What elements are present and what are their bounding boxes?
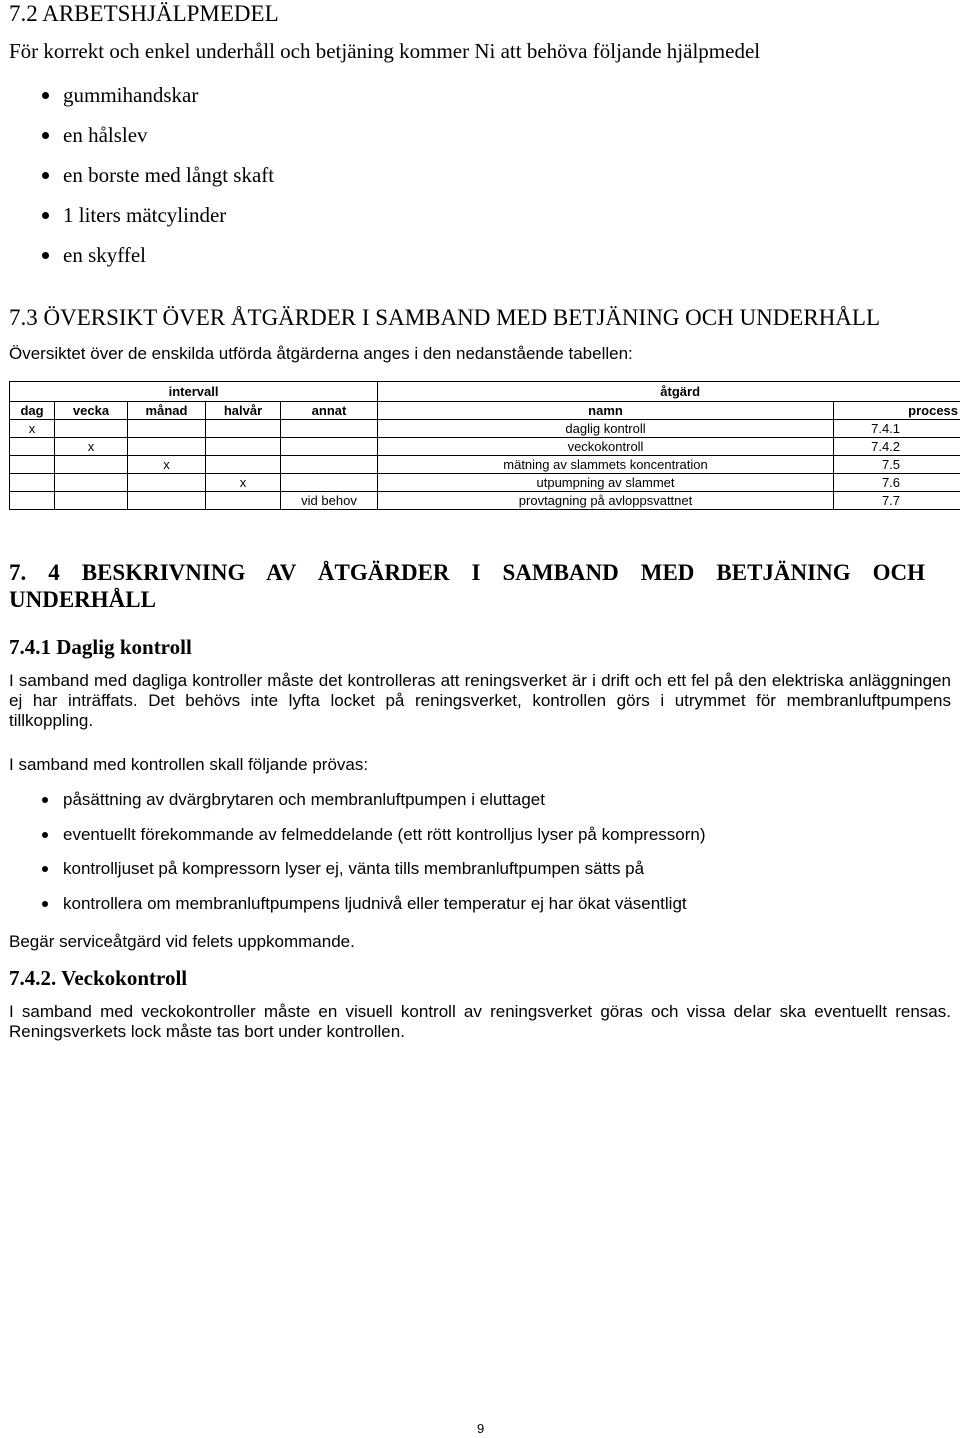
table-cell	[128, 438, 206, 456]
table-row	[10, 474, 960, 492]
bullet-icon	[42, 172, 49, 179]
service-note: Begär serviceåtgärd vid felets uppkommande.	[9, 932, 355, 951]
table-row	[10, 438, 960, 456]
table-row	[10, 456, 960, 474]
bullet-icon	[42, 797, 48, 803]
table-cell	[55, 420, 128, 438]
table-cell	[206, 420, 281, 438]
column-header: annat	[281, 402, 378, 420]
bullet-icon	[42, 252, 49, 259]
table-cell	[128, 492, 206, 510]
column-header: namn	[378, 402, 834, 420]
table-row	[10, 420, 960, 438]
table-cell: vid behov	[281, 492, 378, 510]
list-item: en hålslev	[0, 115, 274, 155]
table-cell	[281, 474, 378, 492]
subsection-7-4-1-paragraph: I samband med dagliga kontroller måste det kontrolleras att reningsverket är i drift och ett fel på den elektriska anläggningen ej har inträffats. Det behövs inte lyfta locket på reningsverket, kontrollen görs i utrymmet för membranluftpumpens tillkoppling.	[9, 671, 951, 730]
section-7-2-heading: 7.2 ARBETSHJÄLPMEDEL	[9, 1, 279, 26]
table-cell: x	[128, 456, 206, 474]
table-cell: 7.6	[834, 474, 960, 492]
section-7-3-heading: 7.3 ÖVERSIKT ÖVER ÅTGÄRDER I SAMBAND MED BETJÄNING OCH UNDERHÅLL	[9, 305, 881, 330]
column-header: vecka	[55, 402, 128, 420]
subsection-7-4-2-paragraph: I samband med veckokontroller måste en visuell kontroll av reningsverket göras och vissa delar ska eventuellt rensas. Reningsverkets lock måste tas bort under kontrollen.	[9, 1002, 951, 1041]
section-7-2-intro: För korrekt och enkel underhåll och betjäning kommer Ni att behöva följande hjälpmedel	[9, 39, 761, 63]
table-cell	[10, 456, 55, 474]
table-row	[10, 492, 960, 510]
table-cell: utpumpning av slammet	[378, 474, 834, 492]
bullet-icon	[42, 901, 48, 907]
section-7-3-intro: Översiktet över de enskilda utförda åtgärderna anges i den nedanstående tabellen:	[9, 344, 633, 363]
table-cell	[281, 420, 378, 438]
table-cell: 7.4.2	[834, 438, 960, 456]
table-cell	[128, 474, 206, 492]
action-group-header: åtgärd	[378, 382, 960, 402]
table-cell	[55, 474, 128, 492]
interval-group-header: intervall	[10, 382, 378, 402]
table-cell	[10, 438, 55, 456]
tools-list	[0, 75, 274, 275]
list-item: påsättning av dvärgbrytaren och membranluftpumpen i eluttaget	[0, 783, 706, 818]
subsection-7-4-1-heading: 7.4.1 Daglig kontroll	[9, 635, 192, 659]
table-cell	[10, 474, 55, 492]
checks-intro: I samband med kontrollen skall följande prövas:	[9, 755, 369, 774]
column-header: halvår	[206, 402, 281, 420]
table-cell: veckokontroll	[378, 438, 834, 456]
bullet-icon	[42, 212, 49, 219]
table-group-header-row	[10, 382, 960, 402]
table-cell	[206, 456, 281, 474]
table-cell: daglig kontroll	[378, 420, 834, 438]
table-cell	[281, 456, 378, 474]
table-cell: provtagning på avloppsvattnet	[378, 492, 834, 510]
table-cell	[55, 456, 128, 474]
list-item: 1 liters mätcylinder	[0, 195, 274, 235]
list-item: kontrollera om membranluftpumpens ljudnivå eller temperatur ej har ökat väsentligt	[0, 887, 706, 922]
checks-list	[0, 783, 706, 921]
column-header: process	[834, 402, 960, 420]
table-cell: x	[206, 474, 281, 492]
table-cell	[281, 438, 378, 456]
bullet-icon	[42, 132, 49, 139]
table-cell: x	[55, 438, 128, 456]
list-item: eventuellt förekommande av felmeddelande (ett rött kontrolljus lyser på kompressorn)	[0, 818, 706, 853]
list-item: gummihandskar	[0, 75, 274, 115]
table-cell: mätning av slammets koncentration	[378, 456, 834, 474]
column-header: dag	[10, 402, 55, 420]
table-cell	[206, 492, 281, 510]
bullet-icon	[42, 832, 48, 838]
list-item: en skyffel	[0, 235, 274, 275]
bullet-icon	[42, 92, 49, 99]
table-cell: 7.4.1	[834, 420, 960, 438]
table-cell	[206, 438, 281, 456]
bullet-icon	[42, 866, 48, 872]
table-cell	[10, 492, 55, 510]
table-cell: 7.7	[834, 492, 960, 510]
table-cell	[55, 492, 128, 510]
actions-table	[9, 381, 960, 510]
page-number: 9	[477, 1421, 485, 1436]
table-cell: x	[10, 420, 55, 438]
table-cell	[128, 420, 206, 438]
table-cell: 7.5	[834, 456, 960, 474]
subsection-7-4-2-heading: 7.4.2. Veckokontroll	[9, 966, 188, 990]
section-7-4-heading: 7. 4 BESKRIVNING AV ÅTGÄRDER I SAMBAND MED BETJÄNING OCH	[9, 560, 925, 585]
column-header: månad	[128, 402, 206, 420]
list-item: en borste med långt skaft	[0, 155, 274, 195]
list-item: kontrolljuset på kompressorn lyser ej, vänta tills membranluftpumpen sätts på	[0, 852, 706, 887]
table-header-row	[10, 402, 960, 420]
section-7-4-heading-continued: UNDERHÅLL	[9, 587, 156, 612]
